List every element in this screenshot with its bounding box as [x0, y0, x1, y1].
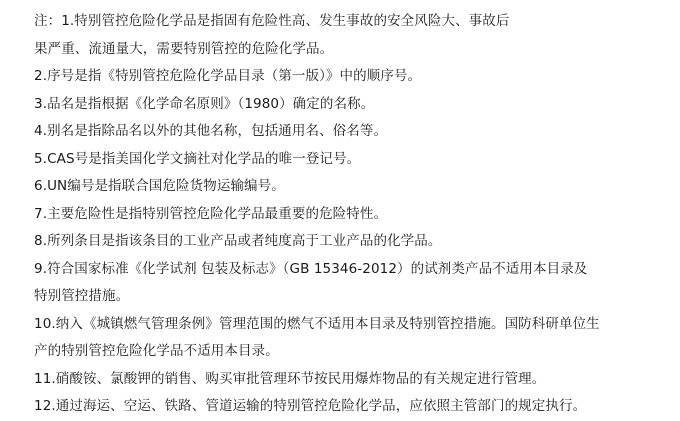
note-line: 7.主要危险性是指特别管控危险化学品最重要的危险特性。 — [34, 205, 388, 222]
note-line: 8.所列条目是指该条目的工业产品或者纯度高于工业产品的化学品。 — [34, 233, 442, 249]
note-line: 注：1.特别管控危险化学品是指固有危险性高、发生事故的安全风险大、事故后 — [34, 13, 510, 29]
note-line: 2.序号是指《特别管控危险化学品目录（第一版）》中的顺序号。 — [34, 68, 422, 84]
note-line: 11.硝酸铵、氯酸钾的销售、购买审批管理环节按民用爆炸物品的有关规定进行管理。 — [34, 370, 546, 387]
note-line: 特别管控措施。 — [34, 288, 130, 304]
note-line: 5.CAS号是指美国化学文摘社对化学品的唯一登记号。 — [34, 150, 361, 167]
note-line: 10.纳入《城镇燃气管理条例》管理范围的燃气不适用本目录及特别管控措施。国防科研单位生 — [34, 315, 600, 332]
note-line: 产的特别管控危险化学品不适用本目录。 — [34, 343, 279, 359]
note-line: 4.别名是指除品名以外的其他名称，包括通用名、俗名等。 — [34, 123, 388, 139]
note-line: 6.UN编号是指联合国危险货物运输编号。 — [34, 178, 285, 194]
note-line: 9.符合国家标准《化学试剂 包装及标志》（GB 15346-2012）的试剂类产品不适用本目录及 — [34, 260, 588, 277]
note-line: 12.通过海运、空运、铁路、管道运输的特别管控危险化学品，应依照主管部门的规定执行。 — [34, 398, 587, 414]
note-line: 3.品名是指根据《化学命名原则》（1980）确定的名称。 — [34, 95, 375, 112]
note-line: 果严重、流通量大，需要特别管控的危险化学品。 — [34, 40, 334, 57]
